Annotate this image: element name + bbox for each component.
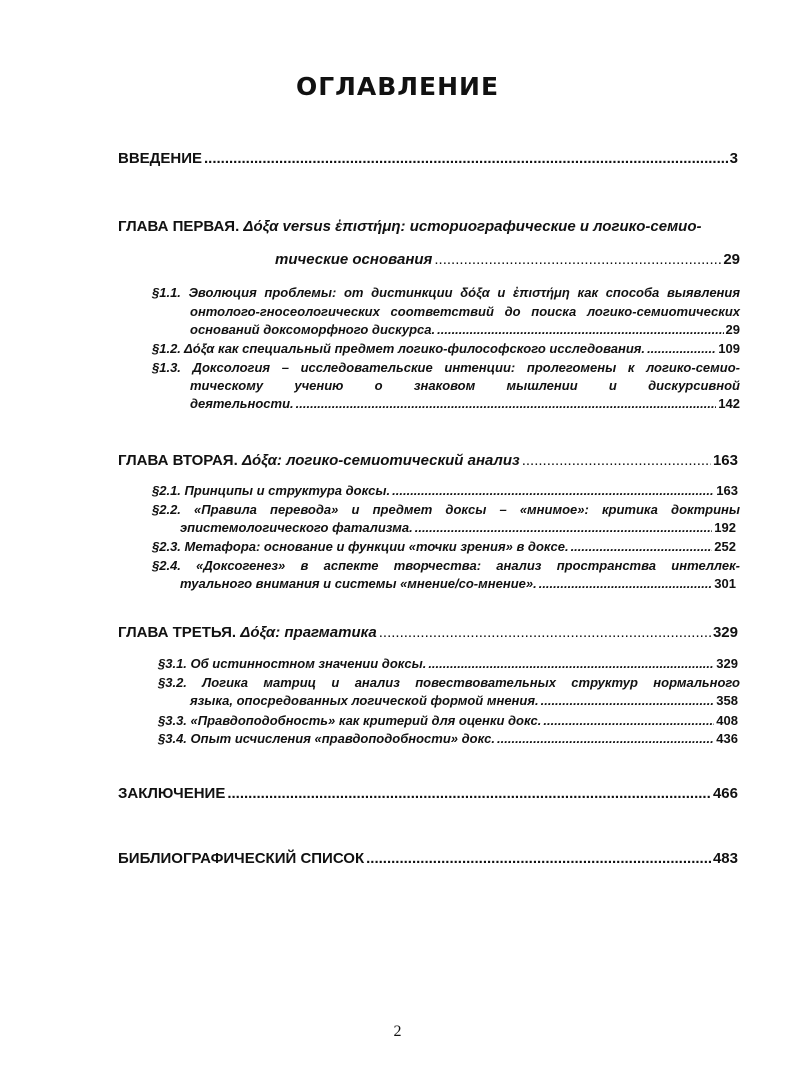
toc-s2-2-page: 192 [714, 520, 736, 535]
toc-s3-1[interactable] [158, 656, 738, 671]
toc-ch1-line1[interactable] [118, 218, 740, 235]
toc-intro-label: ВВЕДЕНИЕ [118, 150, 202, 167]
toc-leader [647, 341, 716, 356]
toc-s2-4-line2[interactable] [180, 576, 736, 591]
toc-s2-2-line1[interactable]: §2.2. «Правила перевода» и предмет доксы – «мнимое»: критика доктрины [152, 502, 740, 517]
toc-s3-4-page: 436 [716, 731, 738, 746]
toc-s1-2-page: 109 [718, 341, 740, 356]
page-number: 2 [393, 1023, 402, 1040]
toc-ch3[interactable] [118, 624, 738, 641]
toc-ch1-line2[interactable] [275, 251, 740, 268]
toc-s2-1[interactable] [152, 483, 738, 498]
toc-leader [539, 576, 713, 591]
toc-s3-3-text: §3.3. «Правдоподобность» как критерий для оценки докс. [158, 713, 542, 728]
toc-s2-4-line1[interactable]: §2.4. «Доксогенез» в аспекте творчества: анализ пространства интеллек- [152, 558, 740, 573]
toc-s2-2-line2-text: эпистемологического фатализма. [180, 520, 413, 535]
toc-s1-1-page: 29 [725, 322, 740, 337]
toc-s1-1-line2[interactable]: онтолого-гносеологических соответствий до поиска логико-семиотических [190, 304, 740, 319]
toc-leader [204, 150, 728, 167]
toc-s1-2-text: §1.2. Δόξα как специальный предмет логико-философского исследования. [152, 341, 646, 356]
toc-ch3-page: 329 [712, 624, 738, 641]
toc-s1-3-line3[interactable] [190, 396, 740, 411]
toc-s1-3-line1[interactable]: §1.3. Доксология – исследовательские интенции: пролегомены к логико-семио- [152, 360, 740, 375]
toc-ch2-page: 163 [712, 452, 738, 469]
toc-s1-1-line3-text: оснований доксоморфного дискурса. [190, 322, 436, 337]
toc-leader [379, 624, 711, 641]
toc-s2-1-page: 163 [716, 483, 738, 498]
toc-leader [227, 785, 711, 802]
toc-ch2-title: Δόξα: логико-семиотический анализ [241, 452, 520, 469]
toc-intro-page: 3 [729, 150, 738, 167]
toc-leader [392, 483, 714, 498]
toc-s3-3[interactable] [158, 713, 738, 728]
toc-conclusion[interactable] [118, 785, 738, 802]
toc-s3-3-page: 408 [716, 713, 738, 728]
toc-s2-2-line2[interactable] [180, 520, 736, 535]
toc-s3-1-page: 329 [716, 656, 738, 671]
toc-ch2[interactable] [118, 452, 738, 469]
toc-s3-4[interactable] [158, 731, 738, 746]
toc-ch3-label: ГЛАВА ТРЕТЬЯ. [118, 624, 237, 641]
toc-s3-4-text: §3.4. Опыт исчисления «правдоподобности» докс. [158, 731, 496, 746]
toc-s2-3-page: 252 [714, 539, 736, 554]
toc-s3-2-line2-text: языка, опосредованных логической формой мнения. [190, 693, 539, 708]
toc-intro[interactable] [118, 150, 738, 167]
toc-ch3-title: Δόξα: прагматика [240, 624, 377, 641]
toc-s1-1-line3[interactable] [190, 322, 740, 337]
toc-leader [522, 452, 711, 469]
toc-s2-4-page: 301 [714, 576, 736, 591]
toc-ch1-page: 29 [723, 251, 740, 268]
toc-s3-2-page: 358 [716, 693, 738, 708]
page-title: ОГЛАВЛЕНИЕ [295, 72, 500, 101]
toc-bibliography-label: БИБЛИОГРАФИЧЕСКИЙ СПИСОК [118, 850, 365, 867]
toc-ch1-label: ГЛАВА ПЕРВАЯ. [118, 218, 240, 235]
toc-ch1-title-cont: тические основания [275, 251, 433, 268]
toc-ch2-label: ГЛАВА ВТОРАЯ. [118, 452, 238, 469]
toc-s2-1-text: §2.1. Принципы и структура доксы. [152, 483, 391, 498]
toc-leader [428, 656, 714, 671]
toc-s2-4-line2-text: туального внимания и системы «мнение/со-мнение». [180, 576, 537, 591]
toc-s3-2-line2[interactable] [190, 693, 738, 708]
toc-leader [571, 539, 713, 554]
toc-conclusion-label: ЗАКЛЮЧЕНИЕ [118, 785, 226, 802]
toc-leader [497, 731, 714, 746]
toc-s3-1-text: §3.1. Об истинностном значении доксы. [158, 656, 427, 671]
toc-conclusion-page: 466 [712, 785, 738, 802]
toc-leader [366, 850, 711, 867]
toc-leader [296, 396, 717, 411]
toc-s2-3[interactable] [152, 539, 736, 554]
toc-s1-3-line2[interactable]: тическому учению о знаковом мышлении и дискурсивной [190, 378, 740, 393]
toc-leader [541, 693, 715, 708]
toc-leader [543, 713, 714, 728]
toc-ch1-title: Δόξα versus ἐπιστήμη: историографические и логико-семио- [243, 218, 702, 235]
toc-bibliography-page: 483 [712, 850, 738, 867]
toc-s1-3-page: 142 [718, 396, 740, 411]
toc-leader [415, 520, 713, 535]
toc-bibliography[interactable] [118, 850, 738, 867]
toc-s2-3-text: §2.3. Метафора: основание и функции «точки зрения» в доксе. [152, 539, 569, 554]
toc-leader [437, 322, 723, 337]
toc-leader [434, 251, 721, 268]
toc-s1-1-line1[interactable]: §1.1. Эволюция проблемы: от дистинкции δόξα и ἐπιστήμη как способа выявления [152, 285, 740, 300]
toc-s1-3-line3-text: деятельности. [190, 396, 294, 411]
toc-s3-2-line1[interactable]: §3.2. Логика матриц и анализ повествовательных структур нормального [158, 675, 740, 690]
toc-s1-2[interactable] [152, 341, 740, 356]
